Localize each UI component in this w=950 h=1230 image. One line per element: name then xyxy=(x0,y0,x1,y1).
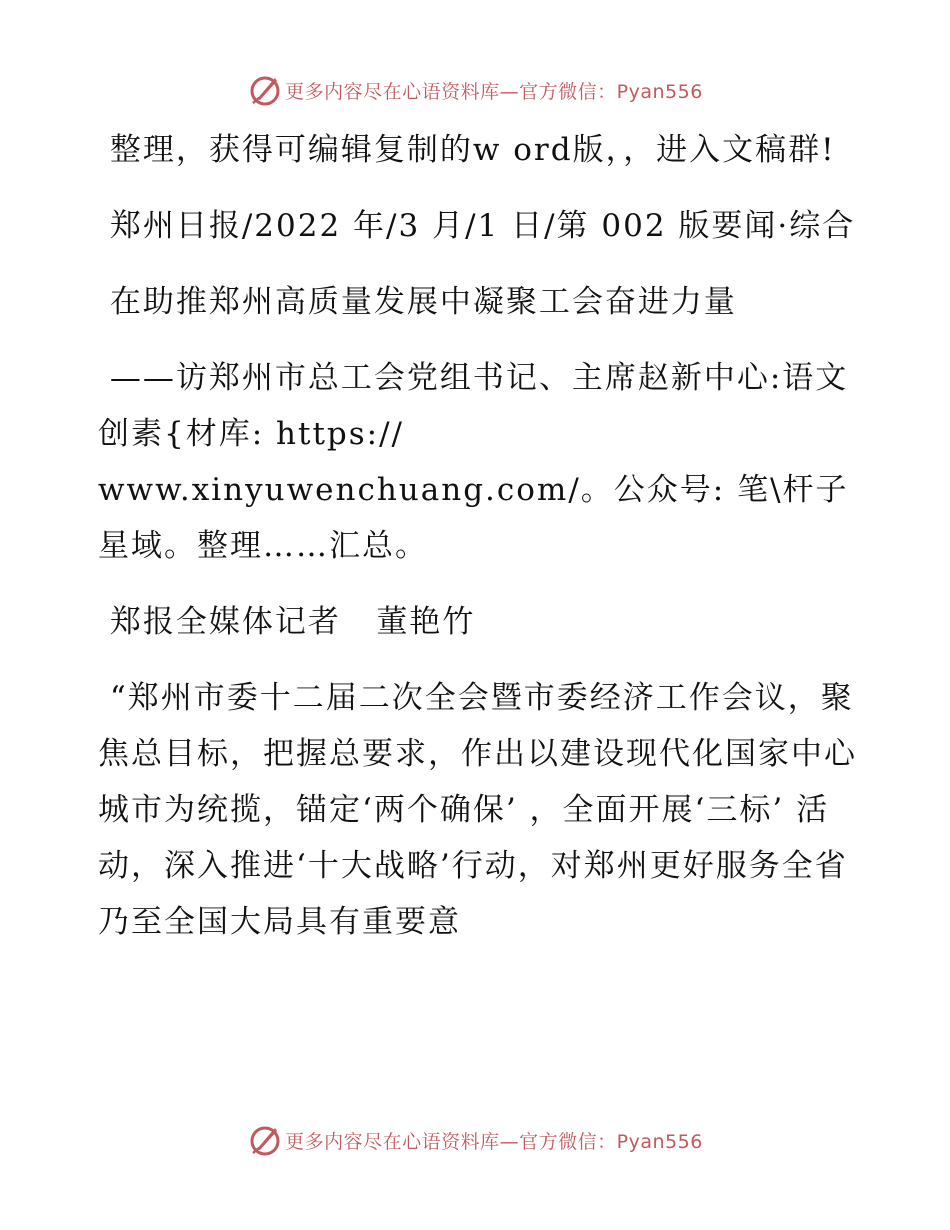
footer-watermark-text: 更多内容尽在心语资料库—官方微信：Pyan556 xyxy=(285,1130,703,1153)
header-watermark-text: 更多内容尽在心语资料库—官方微信：Pyan556 xyxy=(285,80,703,103)
intro-paragraph: 整理，获得可编辑复制的w ord版，，进入文稿群! xyxy=(98,132,836,168)
quill-logo-icon xyxy=(247,72,283,108)
footer-watermark xyxy=(0,1118,950,1162)
source-line: 郑州日报/2022 年/3 月/1 日/第 002 版要闻·综合 xyxy=(98,208,856,244)
header-watermark xyxy=(0,68,950,112)
body-paragraph: “郑州市委十二届二次全会暨市委经济工作会议，聚焦总目标，把握总要求，作出以建设现代化国家中心城市为统揽，锚定‘两个确保’ ，全面开展‘三标’ 活动，深入推进‘十大战略’行动，对郑州更好服务全省乃至全国大局具有重要意 xyxy=(98,680,857,940)
subtitle-line-1: ——访郑州市总工会党组书记、主席赵新中心:语文创素{材库: https:// xyxy=(98,360,849,452)
headline: 在助推郑州高质量发展中凝聚工会奋进力量 xyxy=(98,284,737,320)
byline: 郑报全媒体记者 董艳竹 xyxy=(98,604,476,640)
document-body xyxy=(98,122,858,950)
subtitle-line-2: www.xinyuwenchuang.com/。公众号: 笔\杆子星域。整理……汇总。 xyxy=(98,472,849,564)
quill-logo-icon xyxy=(247,1122,283,1158)
